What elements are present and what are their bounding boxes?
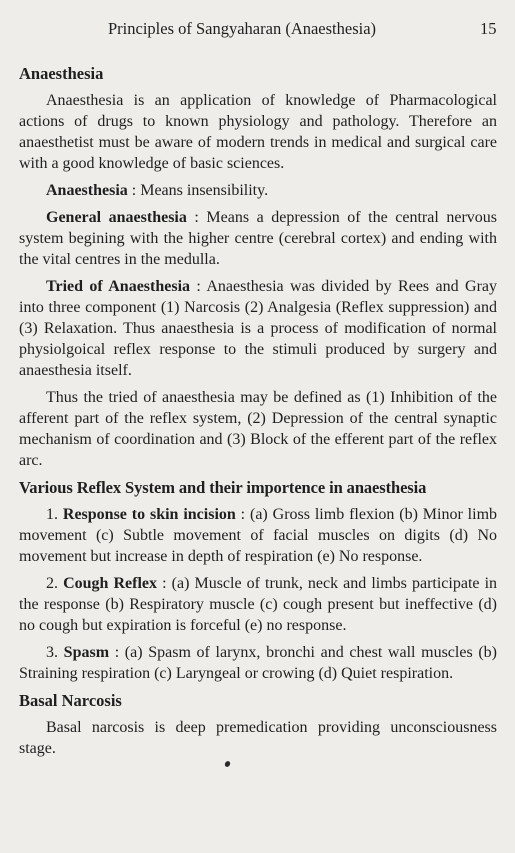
section-heading-anaesthesia: Anaesthesia	[19, 64, 104, 83]
reflex-item-number: 1.	[46, 506, 63, 523]
reflex-item	[19, 573, 497, 636]
section-heading-basal-narcosis: Basal Narcosis	[19, 691, 122, 710]
general-anaesthesia-text: : Means a depression of the central nervous system begining with the higher centre (cerebral cortex) and ending with the vital centres in the medulla.	[19, 209, 497, 268]
page-number: 15	[480, 19, 497, 38]
paragraph-intro: Anaesthesia is an application of knowledge of Pharmacological actions of drugs to known physiology and pathology. Therefore an anaesthetist must be aware of modern trends in medical and surgical care with a good knowledge of basic sciences.	[19, 92, 497, 172]
reflex-item	[19, 642, 497, 684]
paragraph-triad	[19, 276, 497, 381]
reflex-item-term: Cough Reflex	[63, 575, 158, 592]
term-triad: Tried of Anaesthesia	[46, 278, 191, 295]
page-body	[19, 63, 497, 765]
term-anaesthesia: Anaesthesia	[46, 182, 128, 199]
paragraph-basal-narcosis: Basal narcosis is deep premedication providing unconsciousness stage.	[19, 719, 497, 757]
triad-text: : Anaesthesia was divided by Rees and Gray into three component (1) Narcosis (2) Analgesia (Reflex suppression) and (3) Relaxation. Thus anaesthesia is a process of modification of normal physiolgoical reflex response to the stimuli produced by surgery and anaesthesia itself.	[19, 278, 497, 379]
reflex-item	[19, 504, 497, 567]
ink-speck	[224, 760, 231, 768]
reflex-item-text: : (a) Muscle of trunk, neck and limbs participate in the response (b) Respiratory muscle (c) cough present but ineffective (d) no cough but expiration is forceful (e) no response.	[19, 575, 498, 634]
section-heading-reflex: Various Reflex System and their importence in anaesthesia	[19, 478, 427, 497]
definition-text: : Means insensibility.	[127, 182, 269, 199]
running-title: Principles of Sangyaharan (Anaesthesia)	[108, 19, 377, 38]
paragraph-definition	[19, 180, 497, 201]
reflex-item-term: Spasm	[63, 644, 110, 661]
reflex-item-term: Response to skin incision	[62, 506, 236, 523]
paragraph-general-anaesthesia	[19, 207, 497, 270]
reflex-item-text: : (a) Spasm of larynx, bronchi and chest wall muscles (b) Straining respiration (c) Laryngeal or crowing (d) Quiet respiration.	[19, 644, 498, 682]
reflex-item-number: 3.	[46, 644, 64, 661]
reflex-item-text: : (a) Gross limb flexion (b) Minor limb movement (c) Subtle movement of facial muscles on digits (d) No movement but increase in depth of respiration (e) No response.	[19, 506, 498, 565]
reflex-item-number: 2.	[46, 575, 64, 592]
term-general-anaesthesia: General anaesthesia	[46, 209, 187, 226]
paragraph-triad-defined: Thus the tried of anaesthesia may be defined as (1) Inhibition of the afferent part of the reflex system, (2) Depression of the central synaptic mechanism of coordination and (3) Block of the efferent part of the reflex arc.	[19, 389, 497, 469]
page-header	[0, 19, 515, 41]
